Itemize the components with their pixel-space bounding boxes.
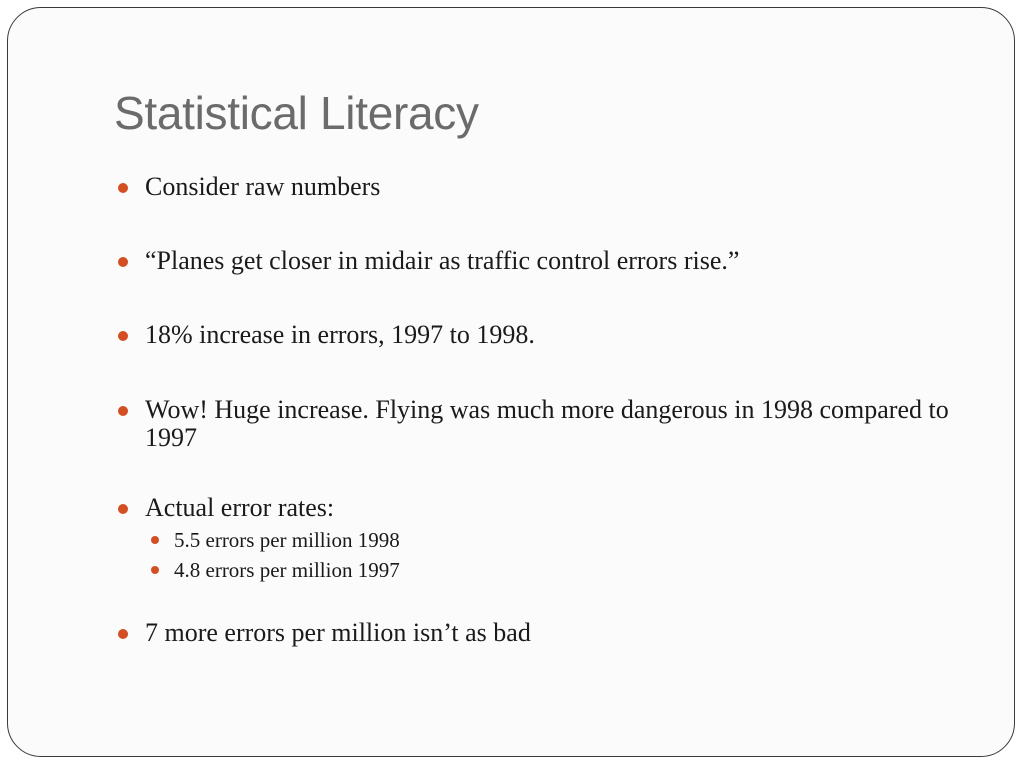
sub-bullet-item: [174, 528, 984, 552]
bullet-dot-icon: [118, 629, 128, 639]
bullet-item: [145, 173, 955, 201]
bullet-text: “Planes get closer in midair as traffic control errors rise.”: [145, 246, 740, 275]
bullet-text: Wow! Huge increase. Flying was much more dangerous in 1998 compared to 1997: [145, 395, 949, 452]
sub-bullet-item: [174, 558, 984, 582]
sub-bullet-dot-icon: [151, 536, 159, 544]
bullet-item: [145, 619, 955, 647]
bullet-item: [145, 247, 955, 275]
bullet-item: [145, 494, 955, 522]
bullet-dot-icon: [118, 183, 128, 193]
bullet-dot-icon: [118, 257, 128, 267]
bullet-text: Actual error rates:: [145, 493, 335, 522]
sub-bullet-text: 5.5 errors per million 1998: [174, 528, 400, 552]
sub-bullet-dot-icon: [151, 566, 159, 574]
sub-bullet-text: 4.8 errors per million 1997: [174, 558, 400, 582]
bullet-text: Consider raw numbers: [145, 172, 381, 201]
bullet-dot-icon: [118, 504, 128, 514]
slide-title: Statistical Literacy: [114, 87, 479, 139]
bullet-text: 7 more errors per million isn’t as bad: [145, 618, 531, 647]
bullet-item: [145, 321, 955, 349]
slide: [7, 7, 1015, 757]
bullet-dot-icon: [118, 406, 128, 416]
bullet-dot-icon: [118, 331, 128, 341]
bullet-item: [145, 396, 955, 452]
bullet-list: [8, 8, 1014, 756]
bullet-text: 18% increase in errors, 1997 to 1998.: [145, 320, 535, 349]
